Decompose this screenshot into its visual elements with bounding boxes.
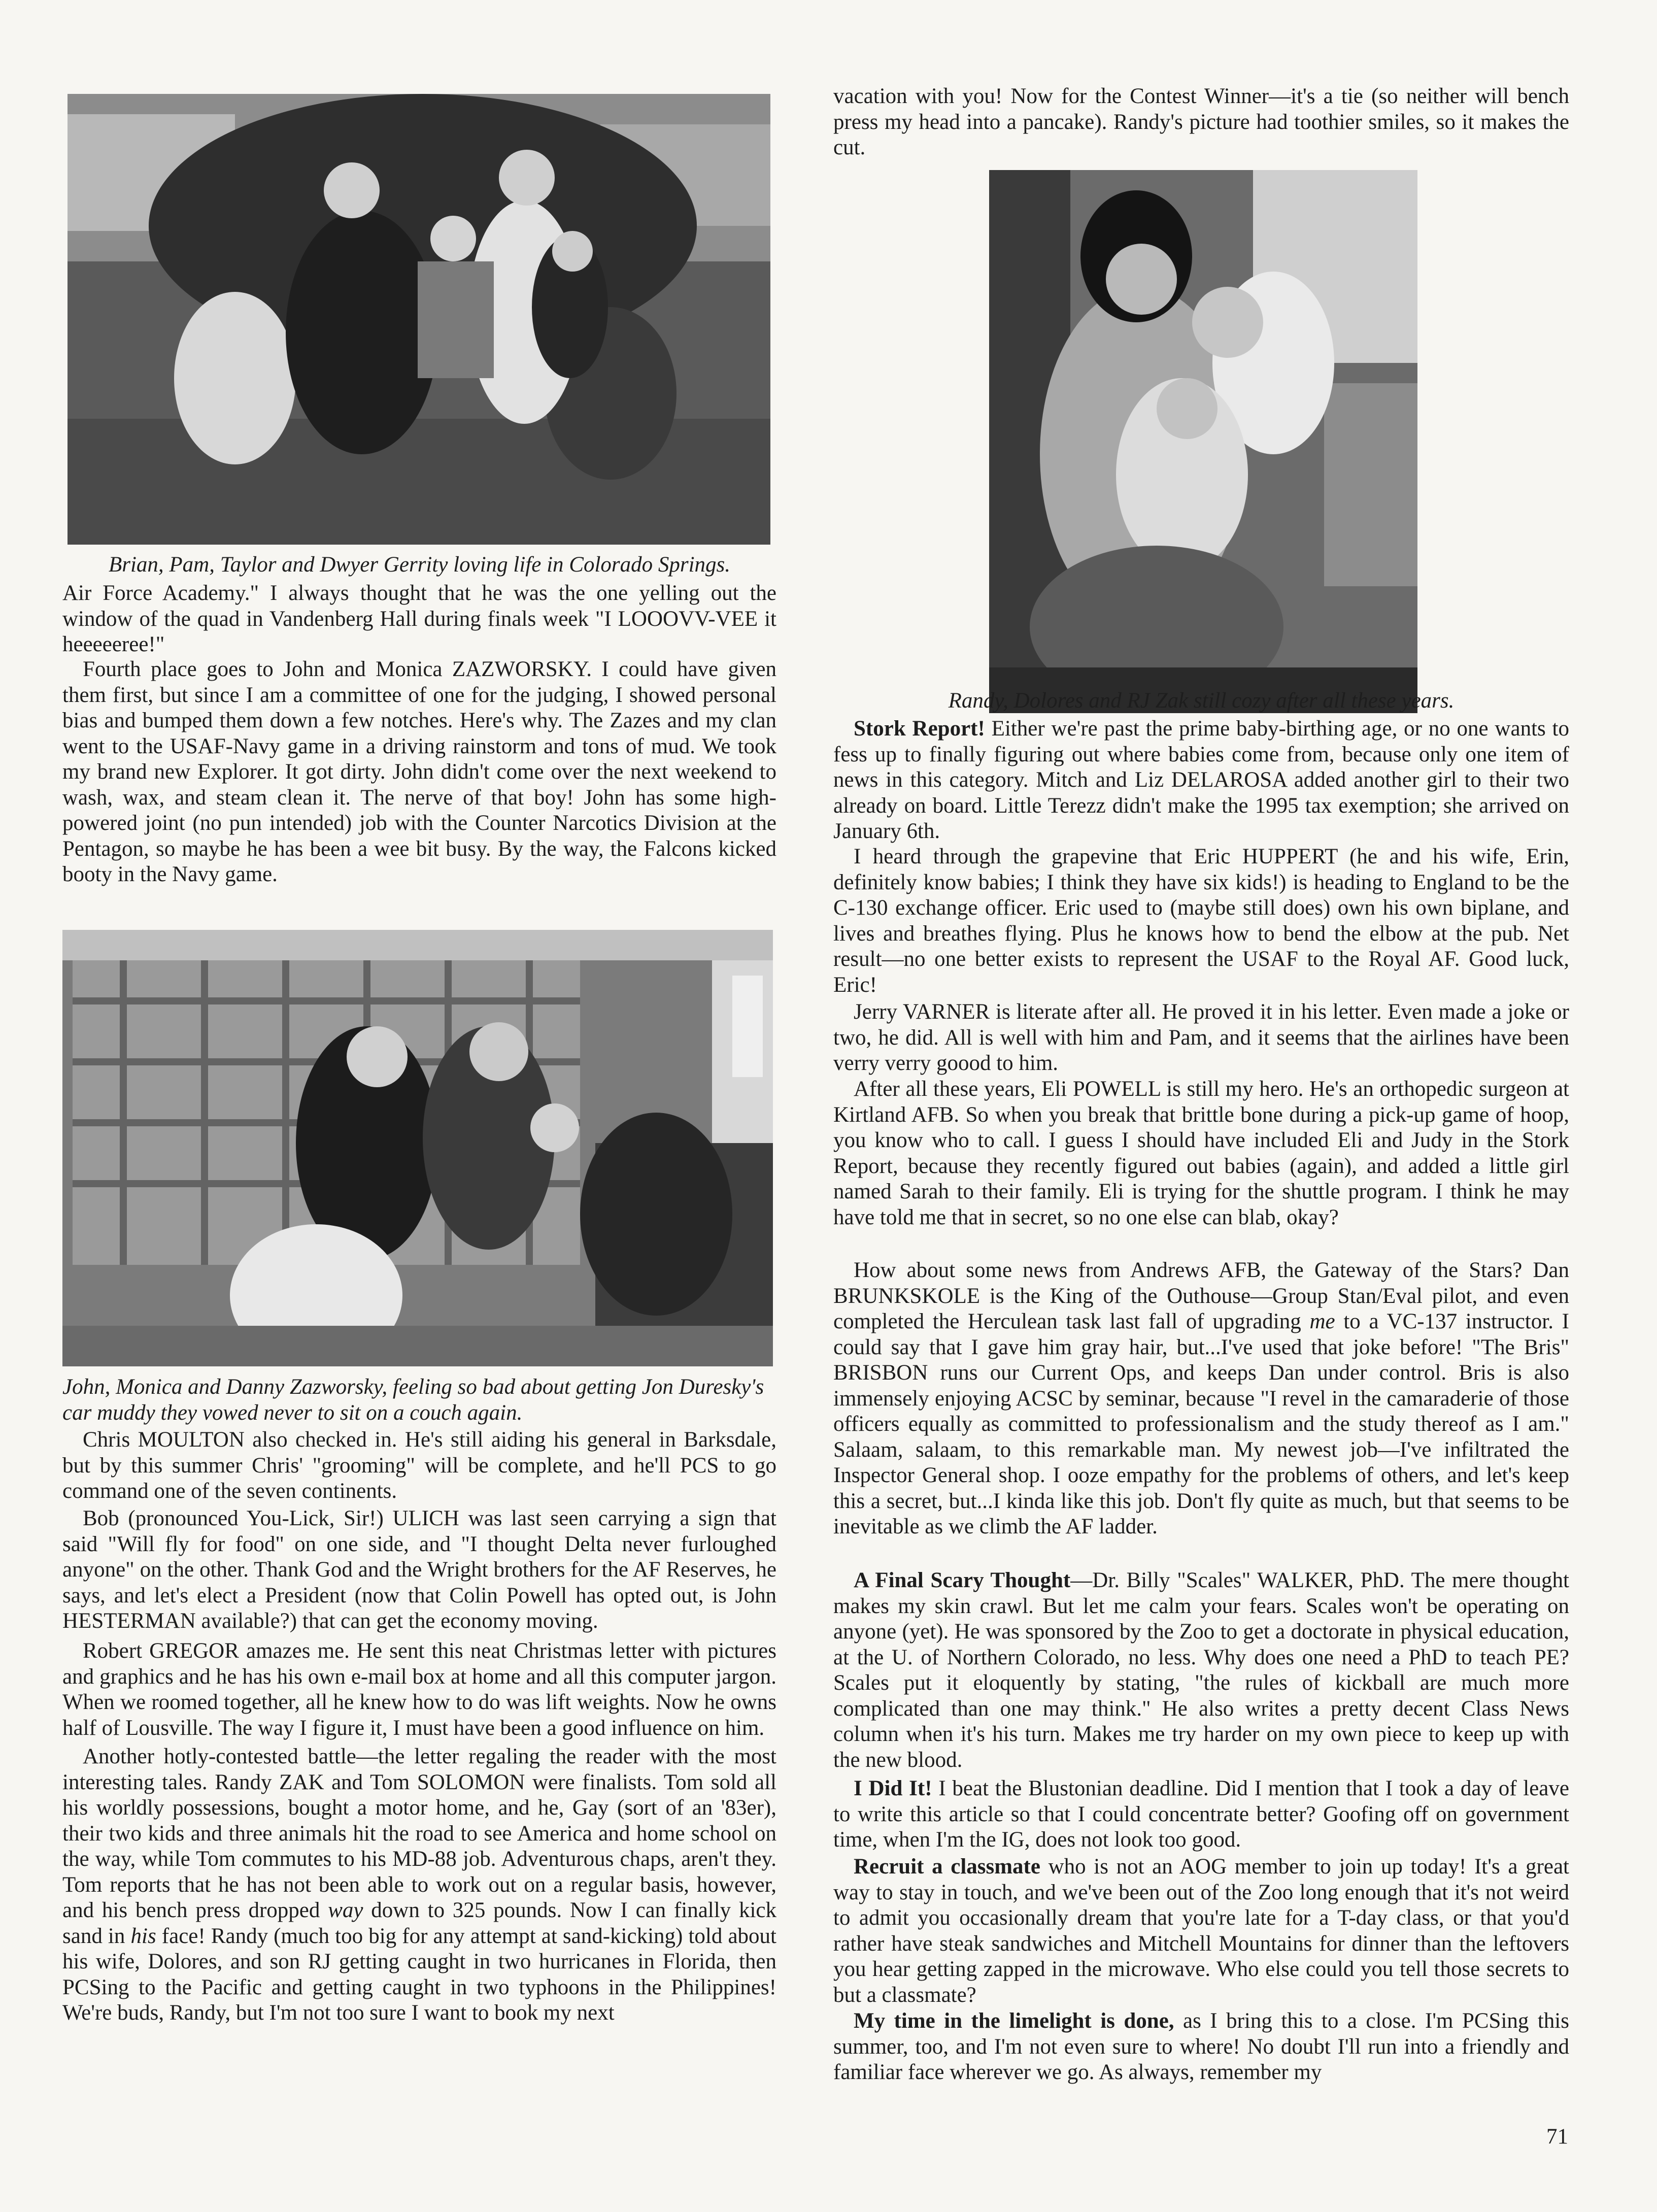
photo-caption-zazworsky: John, Monica and Danny Zazworsky, feeling so bad about getting Jon Duresky's car muddy they vowed never to sit on a couch again.	[62, 1375, 764, 1425]
heading-recruit: Recruit a classmate	[854, 1855, 1040, 1879]
paragraph-moulton: Chris MOULTON also checked in. He's still aiding his general in Barksdale, but by this summer Chris' "grooming" will be complete, and he'll PCS to go command one of the seven continents.	[62, 1428, 776, 1503]
page-number: 71	[1546, 2125, 1568, 2149]
paragraph-scary-thought: A Final Scary Thought—Dr. Billy "Scales" WALKER, PhD. The mere thought makes my skin crawl. But let me calm your fears. Scales won't be operating on anyone (yet). He was sponsored by the Zoo to get a doctorate in physical education, at the U. of Northern Colorado, no less. Why does one need a PhD to teach PE? Scales put it eloquently by stating, "the rules of kickball are much more complicated than one may think." He also writes a pretty decent Class News column when it's his turn. Makes me try harder on my own piece to keep up with the new blood.	[833, 1568, 1570, 1772]
heading-stork-report: Stork Report!	[854, 717, 985, 741]
paragraph-i-did-it: I Did It! I beat the Blustonian deadline. Did I mention that I took a day of leave to write this article so that I could concentrate better? Goofing off on government time, when I'm the IG, does not look too good.	[833, 1777, 1569, 1852]
photo-gerrity-family	[67, 94, 770, 545]
heading-i-did-it: I Did It!	[854, 1777, 932, 1800]
paragraph-andrews: How about some news from Andrews AFB, the Gateway of the Stars? Dan BRUNKSKOLE is the King of the Outhouse—Group Stan/Eval pilot, and even completed the Herculean task last fall of upgrading me to a VC-137 instructor. I could say that I gave him gray hair, but...I've used that joke before! "The Bris" BRISBON runs our Current Ops, and keeps Dan under control. Bris is also immensely enjoying ACSC by seminar, because "I revel in the camaraderie of those officers equally as committed to professionalism and the study thereof as I am." Salaam, salaam, to this remarkable man. My newest job—I've infiltrated the Inspector General shop. I ooze empathy for the problems of others, and let's keep this a secret, but...I kinda like this job. Don't fly quite as much, but that seems to be inevitable as we climb the AF ladder.	[833, 1258, 1569, 1538]
paragraph-contest-letters: Another hotly-contested battle—the letter regaling the reader with the most interesting tales. Randy ZAK and Tom SOLOMON were finalists. Tom sold all his worldly possessions, bought a motor home, and he, Gay (sort of an '83er), their two kids and three animals hit the road to see America and home school on the way, while Tom commutes to his MD-88 job. Adventurous chaps, aren't they. Tom reports that he has not been able to work out on a regular basis, however, and his bench press dropped way down to 325 pounds. Now I can finally kick sand in his face! Randy (much too big for any attempt at sand-kicking) told about his wife, Dolores, and son RJ getting caught in two hurricanes in Florida, then PCSing to the Pacific and getting caught in two typhoons in the Philippines! We're buds, Randy, but I'm not too sure I want to book my next	[62, 1745, 777, 2025]
paragraph-zazworsky: Fourth place goes to John and Monica ZAZWORSKY. I could have given them first, but since I am a committee of one for the judging, I showed personal bias and bumped them down a few notches. Here's why. The Zazes and my clan went to the USAF-Navy game in a driving rainstorm and tons of mud. We took my brand new Explorer. It got dirty. John didn't come over the next weekend to wash, wax, and steam clean it. The nerve of that boy! John has some high-powered joint (no pun intended) job with the Counter Narcotics Division at the Pentagon, so maybe he has been a wee bit busy. By the way, the Falcons kicked booty in the Navy game.	[62, 657, 776, 886]
paragraph-vacation-winner: vacation with you! Now for the Contest Winner—it's a tie (so neither will bench press my head into a pancake). Randy's picture had toothier smiles, so it makes the cut.	[833, 84, 1569, 159]
photo-zak-family	[989, 170, 1417, 713]
paragraph-gregor: Robert GREGOR amazes me. He sent this neat Christmas letter with pictures and graphics and he has his own e-mail box at home and all this computer jargon. When we roomed together, all he knew how to do was lift weights. Now he owns half of Lousville. The way I figure it, I must have been a good influence on him.	[62, 1639, 776, 1740]
heading-limelight: My time in the limelight is done,	[854, 2009, 1174, 2033]
photo-zazworsky-family	[62, 930, 773, 1366]
photo-caption-zak: Randy, Dolores and RJ Zak still cozy after all these years.	[948, 689, 1455, 713]
heading-scary-thought: A Final Scary Thought	[854, 1568, 1071, 1592]
paragraph-air-force-academy: Air Force Academy." I always thought that he was the one yelling out the window of the quad in Vandenberg Hall during finals week "I LOOOVV-VEE it heeeeeree!"	[62, 581, 776, 656]
paragraph-stork-report: Stork Report! Either we're past the prime baby-birthing age, or no one wants to fess up to finally figuring out where babies come from, because only one item of news in this category. Mitch and Liz DELAROSA added another girl to their two already on board. Little Terezz didn't make the 1995 tax exemption; she arrived on January 6th.	[833, 717, 1569, 843]
paragraph-ulich: Bob (pronounced You-Lick, Sir!) ULICH was last seen carrying a sign that said "Will fly for food" on one side, and "I thought Delta never furloughed anyone" on the other. Thank God and the Wright brothers for the AF Reserves, he says, and let's elect a President (now that Colin Powell has opted out, is John HESTERMAN available?) that can get the economy moving.	[62, 1506, 776, 1633]
photo-caption-gerrity: Brian, Pam, Taylor and Dwyer Gerrity loving life in Colorado Springs.	[108, 553, 731, 577]
paragraph-limelight: My time in the limelight is done, as I bring this to a close. I'm PCSing this summer, too, and I'm not even sure to where! No doubt I'll run into a friendly and familiar face wherever we go. As always, remember my	[833, 2009, 1569, 2084]
paragraph-powell: After all these years, Eli POWELL is still my hero. He's an orthopedic surgeon at Kirtland AFB. So when you break that brittle bone during a pick-up game of hoop, you know who to call. I guess I should have included Eli and Judy in the Stork Report, because they recently figured out babies (again), and added a little girl named Sarah to their family. Eli is trying for the shuttle program. I think he may have told me that in secret, so no one else can blab, okay?	[833, 1077, 1569, 1229]
paragraph-varner: Jerry VARNER is literate after all. He proved it in his letter. Even made a joke or two, he did. All is well with him and Pam, and it seems that the airlines have been verry verry goood to him.	[833, 1000, 1569, 1075]
paragraph-huppert: I heard through the grapevine that Eric HUPPERT (he and his wife, Erin, definitely know babies; I think they have six kids!) is heading to England to be the C-130 exchange officer. Eric used to (maybe still does) own his own biplane, and lives and breathes flying. Plus he knows how to bend the elbow at the pub. Net result—no one better exists to represent the USAF to the Royal AF. Good luck, Eric!	[833, 845, 1569, 997]
paragraph-recruit: Recruit a classmate who is not an AOG member to join up today! It's a great way to stay in touch, and we've been out of the Zoo long enough that it's not weird to admit you occasionally dream that you're late for a T-day class, or that you'd rather have steak sandwiches and Mitchell Mountains for dinner than the leftovers you hear getting zapped in the microwave. Who else could you tell those secrets to but a classmate?	[833, 1855, 1569, 2007]
